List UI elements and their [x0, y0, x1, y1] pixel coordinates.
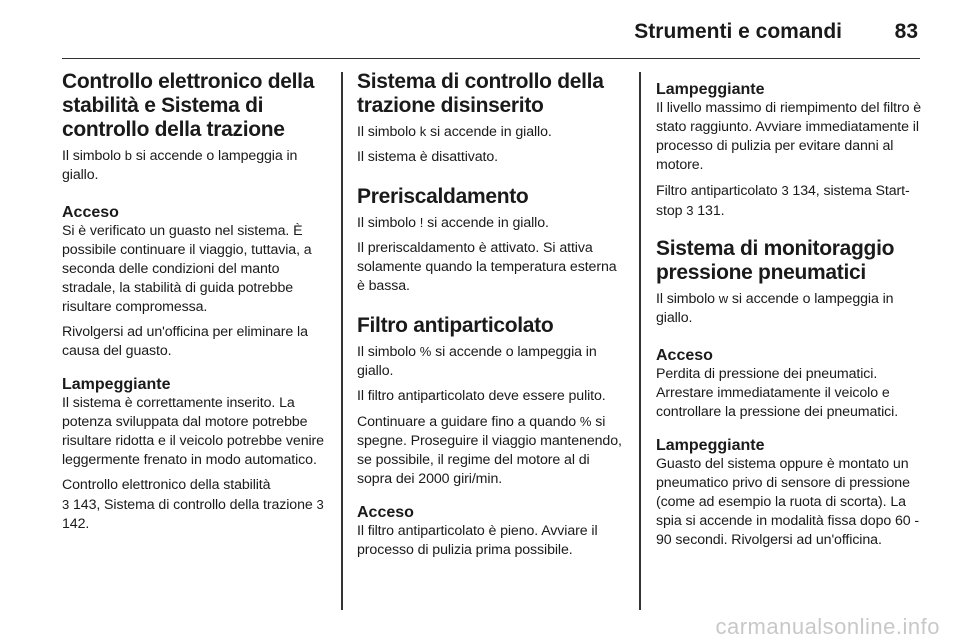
section-heading: Sistema di monitoraggio pressione pneumatici — [656, 237, 895, 284]
subsection-acceso — [62, 203, 327, 361]
paragraph: Il simbolo b si accende o lampeggia in giallo. — [62, 148, 298, 183]
watermark: carmanualsonline.info — [715, 614, 940, 639]
page-header — [62, 0, 920, 59]
column-divider — [341, 72, 343, 610]
section-heading: Preriscaldamento — [357, 185, 529, 208]
column-3 — [656, 80, 926, 556]
section-esc — [62, 70, 327, 185]
paragraph: Guasto del sistema oppure è montato un pneumatico privo di sensore di pressione (come ad esempio la ruota di scorta). La spia si accende in modalità fissa dopo 60 - 90 secondi. Rivolgersi ad un'officina. — [656, 456, 920, 548]
section-preriscaldamento — [357, 185, 622, 296]
subsection-heading: Acceso — [62, 204, 119, 221]
column-2 — [357, 70, 622, 566]
section-heading: Filtro antiparticolato — [357, 314, 554, 337]
page-reference-icon[interactable]: 3 — [686, 203, 694, 218]
subsection-lampeggiante — [656, 436, 926, 550]
page-reference-icon[interactable]: 3 — [62, 497, 70, 512]
paragraph: Il filtro antiparticolato è pieno. Avviare il processo di pulizia prima possibile. — [357, 523, 598, 558]
subsection-heading: Lampeggiante — [656, 81, 765, 98]
subsection-lampeggiante — [656, 80, 926, 221]
paragraph: Il simbolo % si accende o lampeggia in giallo. — [357, 344, 597, 379]
paragraph: Continuare a guidare fino a quando % si spegne. Proseguire il viaggio mantenendo, se possibile, il regime del motore al di sopra dei 2000 giri/min. — [357, 414, 622, 487]
section-heading: Sistema di controllo della trazione disinserito — [357, 70, 604, 117]
paragraph: Filtro antiparticolato 3 134, sistema Start-stop 3 131. — [656, 183, 910, 219]
section-filtro — [357, 314, 622, 489]
paragraph: Il simbolo k si accende in giallo. — [357, 124, 552, 140]
subsection-acceso — [656, 346, 926, 422]
paragraph: Perdita di pressione dei pneumatici. Arrestare immediatamente il veicolo e controllare la pressione dei pneumatici. — [656, 366, 899, 420]
paragraph: Il sistema è correttamente inserito. La potenza sviluppata dal motore potrebbe risultare ridotta e il veicolo potrebbe venire leggermente frenato in modo automatico. — [62, 395, 324, 468]
particulate-filter-icon: % — [579, 414, 592, 429]
section-tpms — [656, 237, 926, 328]
subsection-heading: Acceso — [656, 347, 713, 364]
glow-plug-icon: ! — [419, 215, 424, 230]
particulate-filter-icon: % — [419, 344, 432, 359]
subsection-heading: Lampeggiante — [62, 376, 171, 393]
subsection-acceso — [357, 503, 622, 560]
page-reference-icon[interactable]: 3 — [781, 183, 789, 198]
page-reference-icon[interactable]: 3 — [316, 497, 324, 512]
tcs-off-icon: k — [419, 124, 427, 139]
header-title: Strumenti e comandi — [634, 20, 842, 43]
section-tcs-off — [357, 70, 622, 167]
paragraph: Il simbolo w si accende o lampeggia in giallo. — [656, 291, 894, 326]
page-number: 83 — [894, 20, 918, 43]
paragraph: Il sistema è disattivato. — [357, 149, 499, 165]
paragraph: Si è verificato un guasto nel sistema. È possibile continuare il viaggio, tuttavia, a seconda delle condizioni del manto stradale, la stabilità di guida potrebbe risultare compromessa. — [62, 223, 312, 315]
section-heading: Controllo elettronico della stabilità e Sistema di controllo della trazione — [62, 70, 315, 141]
tire-pressure-icon: w — [718, 291, 729, 306]
paragraph: Il livello massimo di riempimento del filtro è stato raggiunto. Avviare immediatamente il processo di pulizia per evitare danni al motore. — [656, 100, 922, 173]
paragraph: Il filtro antiparticolato deve essere pulito. — [357, 388, 606, 404]
esc-warning-icon: b — [124, 148, 132, 163]
column-1 — [62, 70, 327, 540]
subsection-heading: Acceso — [357, 504, 414, 521]
column-divider — [639, 72, 641, 610]
paragraph: Il simbolo ! si accende in giallo. — [357, 215, 549, 231]
subsection-heading: Lampeggiante — [656, 437, 765, 454]
paragraph: Il preriscaldamento è attivato. Si attiva solamente quando la temperatura esterna è bassa. — [357, 240, 617, 294]
paragraph: Rivolgersi ad un'officina per eliminare la causa del guasto. — [62, 324, 308, 359]
paragraph: Controllo elettronico della stabilità 3 143, Sistema di controllo della trazione 3 142. — [62, 477, 324, 532]
subsection-lampeggiante — [62, 375, 327, 534]
